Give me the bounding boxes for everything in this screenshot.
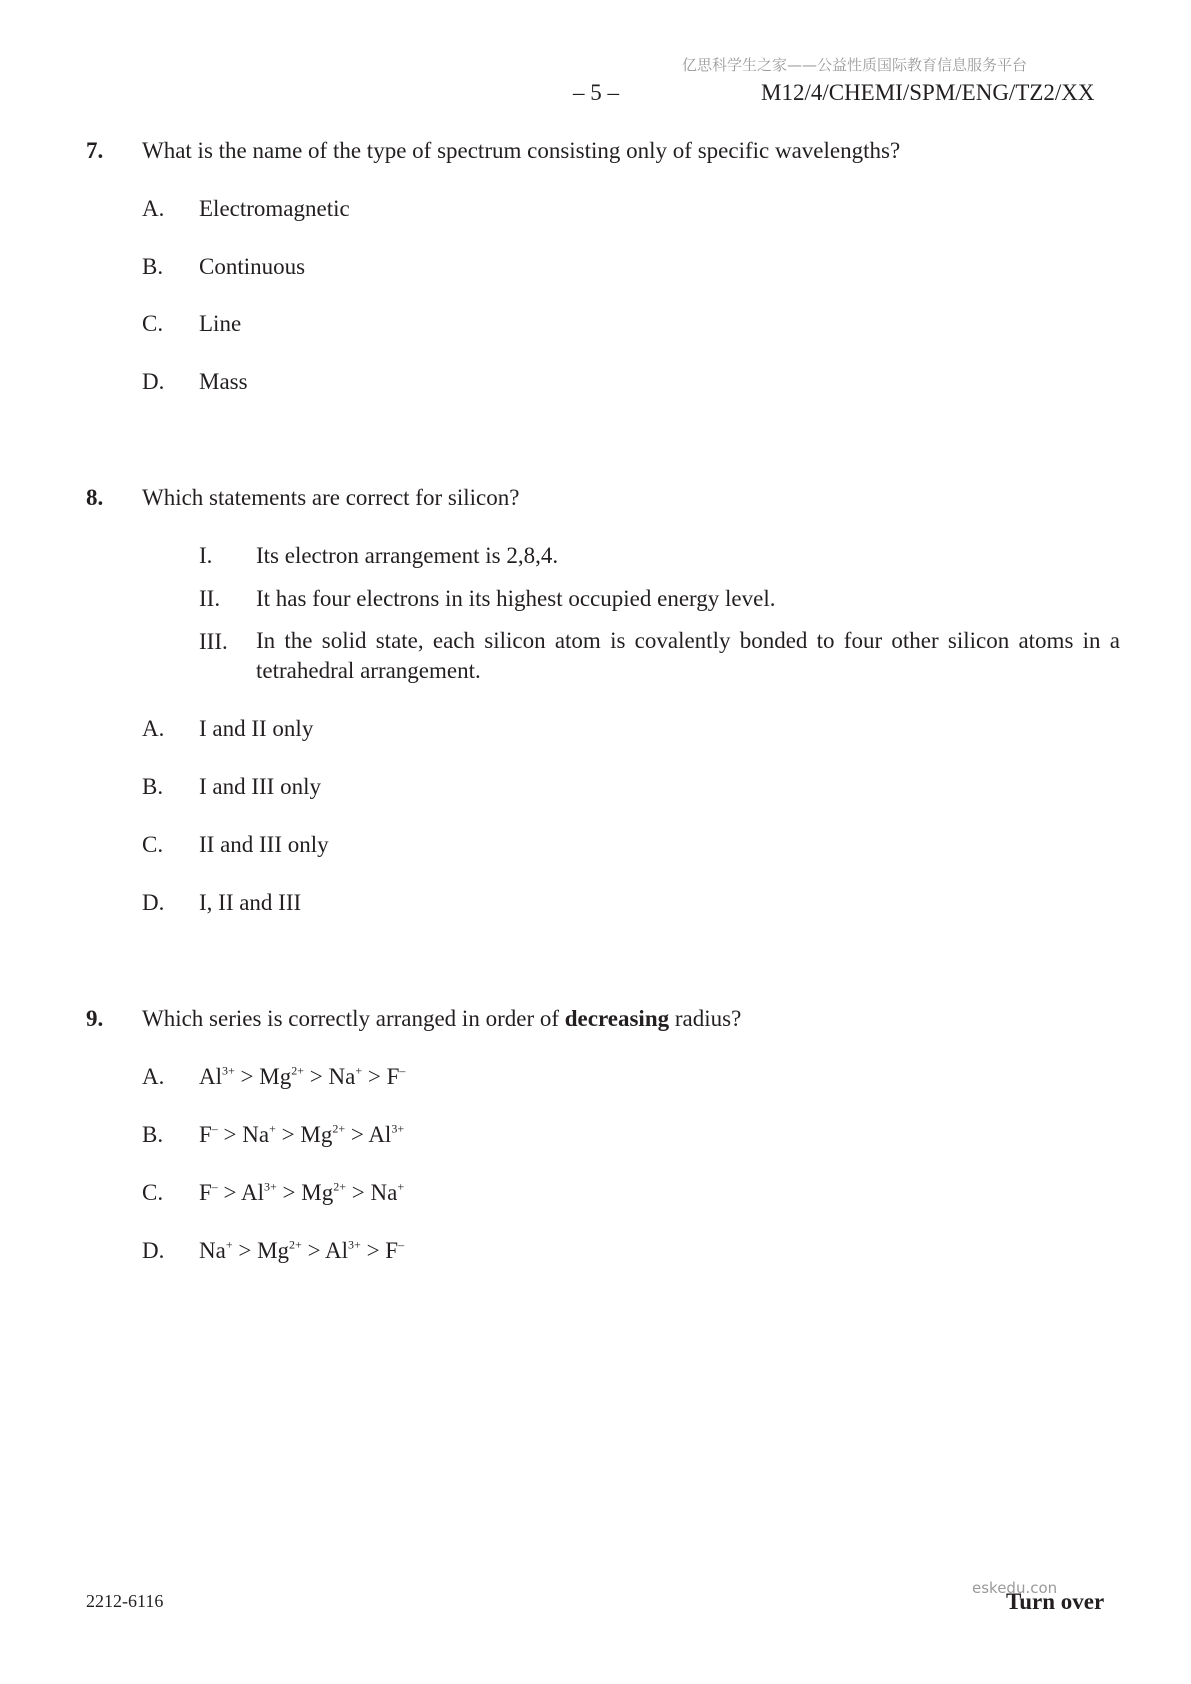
- greater-than-sign: >: [232, 1238, 258, 1263]
- ion-symbol: F: [199, 1180, 212, 1205]
- ion-charge: +: [355, 1063, 363, 1078]
- option-text: I, II and III: [199, 890, 302, 915]
- ion-symbol: F: [385, 1238, 399, 1263]
- statement-number: I.: [199, 543, 213, 568]
- ion-symbol: Mg: [257, 1238, 290, 1263]
- watermark-text: 亿思科学生之家——公益性质国际教育信息服务平台: [682, 56, 1028, 74]
- option-letter: C.: [142, 1180, 164, 1205]
- ion: [325, 1238, 361, 1263]
- ion: [242, 1122, 276, 1147]
- ion-symbol: Na: [328, 1064, 356, 1089]
- ion-symbol: Na: [242, 1122, 270, 1147]
- ion-symbol: Al: [368, 1122, 392, 1147]
- watermark-url: eskedu.con: [972, 1579, 1058, 1597]
- question-text: What is the name of the type of spectrum consisting only of specific wavelengths?: [142, 138, 901, 163]
- greater-than-sign: >: [360, 1238, 386, 1263]
- ion: [241, 1180, 277, 1205]
- greater-than-sign: >: [276, 1180, 302, 1205]
- option-text: I and III only: [199, 774, 321, 799]
- ion-charge: –: [398, 1237, 405, 1252]
- ion: [328, 1064, 362, 1089]
- greater-than-sign: >: [217, 1180, 241, 1205]
- statement-text: Its electron arrangement is 2,8,4.: [256, 543, 559, 568]
- statement-text: It has four electrons in its highest occupied energy level.: [256, 586, 776, 611]
- question-text-part: radius?: [669, 1006, 742, 1031]
- ion-charge: 2+: [289, 1237, 302, 1252]
- ion: [259, 1064, 304, 1089]
- ion-series: [199, 1122, 404, 1148]
- option-letter: A.: [142, 1064, 165, 1089]
- greater-than-sign: >: [346, 1180, 371, 1205]
- question-number: 8.: [86, 485, 104, 510]
- ion-charge: 2+: [332, 1121, 346, 1136]
- question-text-part: Which series is correctly arranged in order of: [142, 1006, 565, 1031]
- option-text: Mass: [199, 369, 248, 394]
- ion: [300, 1122, 345, 1147]
- option-letter: B.: [142, 1122, 164, 1147]
- ion-charge: –: [399, 1063, 406, 1078]
- ion: [385, 1238, 404, 1263]
- greater-than-sign: >: [217, 1122, 243, 1147]
- page-number: – 5 –: [573, 80, 619, 105]
- ion-symbol: Al: [199, 1064, 222, 1089]
- ion: [199, 1064, 235, 1089]
- statement-text: In the solid state, each silicon atom is covalently bonded to four other silicon atoms in a tetrahedral arrangement.: [256, 628, 1120, 683]
- ion: [370, 1180, 404, 1205]
- greater-than-sign: >: [362, 1064, 387, 1089]
- question-number: 7.: [86, 138, 104, 163]
- ion-charge: +: [397, 1179, 405, 1194]
- ion: [199, 1122, 218, 1147]
- ion-series: [199, 1180, 404, 1206]
- ion: [301, 1180, 346, 1205]
- question-text-emphasis: decreasing: [564, 1006, 670, 1031]
- ion: [368, 1122, 404, 1147]
- option-text: Line: [199, 311, 242, 336]
- footer-code: 2212-6116: [86, 1591, 164, 1611]
- ion-charge: 3+: [348, 1237, 361, 1252]
- ion-charge: +: [225, 1237, 233, 1252]
- ion-series: [199, 1238, 404, 1264]
- option-text: II and III only: [199, 832, 329, 857]
- option-letter: B.: [142, 254, 164, 279]
- ion-symbol: Mg: [301, 1180, 334, 1205]
- ion-symbol: Mg: [259, 1064, 292, 1089]
- question-text: [142, 1006, 741, 1032]
- option-letter: D.: [142, 890, 165, 915]
- ion-symbol: Na: [199, 1238, 226, 1263]
- ion-charge: 3+: [264, 1179, 277, 1194]
- option-letter: C.: [142, 311, 164, 336]
- ion-symbol: Na: [370, 1180, 398, 1205]
- ion-charge: 3+: [222, 1063, 235, 1078]
- ion-symbol: Al: [241, 1180, 264, 1205]
- option-letter: A.: [142, 716, 165, 741]
- ion-charge: 2+: [291, 1063, 304, 1078]
- ion: [199, 1238, 233, 1263]
- ion-symbol: F: [386, 1064, 400, 1089]
- greater-than-sign: >: [275, 1122, 301, 1147]
- question-text: Which statements are correct for silicon?: [142, 485, 520, 510]
- ion-charge: 3+: [391, 1121, 405, 1136]
- ion-symbol: Mg: [300, 1122, 333, 1147]
- greater-than-sign: >: [234, 1064, 260, 1089]
- ion-series: [199, 1064, 405, 1090]
- option-text: Electromagnetic: [199, 196, 350, 221]
- option-letter: D.: [142, 1238, 165, 1263]
- statement-number: II.: [199, 586, 221, 611]
- option-text: I and II only: [199, 716, 314, 741]
- ion: [387, 1064, 406, 1089]
- option-text: Continuous: [199, 254, 306, 279]
- greater-than-sign: >: [304, 1064, 329, 1089]
- ion-charge: +: [269, 1121, 276, 1136]
- exam-code: M12/4/CHEMI/SPM/ENG/TZ2/XX: [761, 80, 1095, 105]
- statement-number: III.: [199, 629, 228, 654]
- question-number: 9.: [86, 1006, 104, 1031]
- ion-symbol: F: [199, 1122, 212, 1147]
- turn-over: Turn over: [1006, 1589, 1105, 1614]
- greater-than-sign: >: [345, 1122, 369, 1147]
- ion: [257, 1238, 302, 1263]
- option-letter: B.: [142, 774, 164, 799]
- ion: [199, 1180, 218, 1205]
- option-letter: D.: [142, 369, 165, 394]
- greater-than-sign: >: [301, 1238, 326, 1263]
- ion-charge: 2+: [333, 1179, 346, 1194]
- ion-charge: –: [211, 1179, 218, 1194]
- ion-symbol: Al: [325, 1238, 349, 1263]
- option-letter: C.: [142, 832, 164, 857]
- ion-charge: –: [211, 1121, 218, 1136]
- option-letter: A.: [142, 196, 165, 221]
